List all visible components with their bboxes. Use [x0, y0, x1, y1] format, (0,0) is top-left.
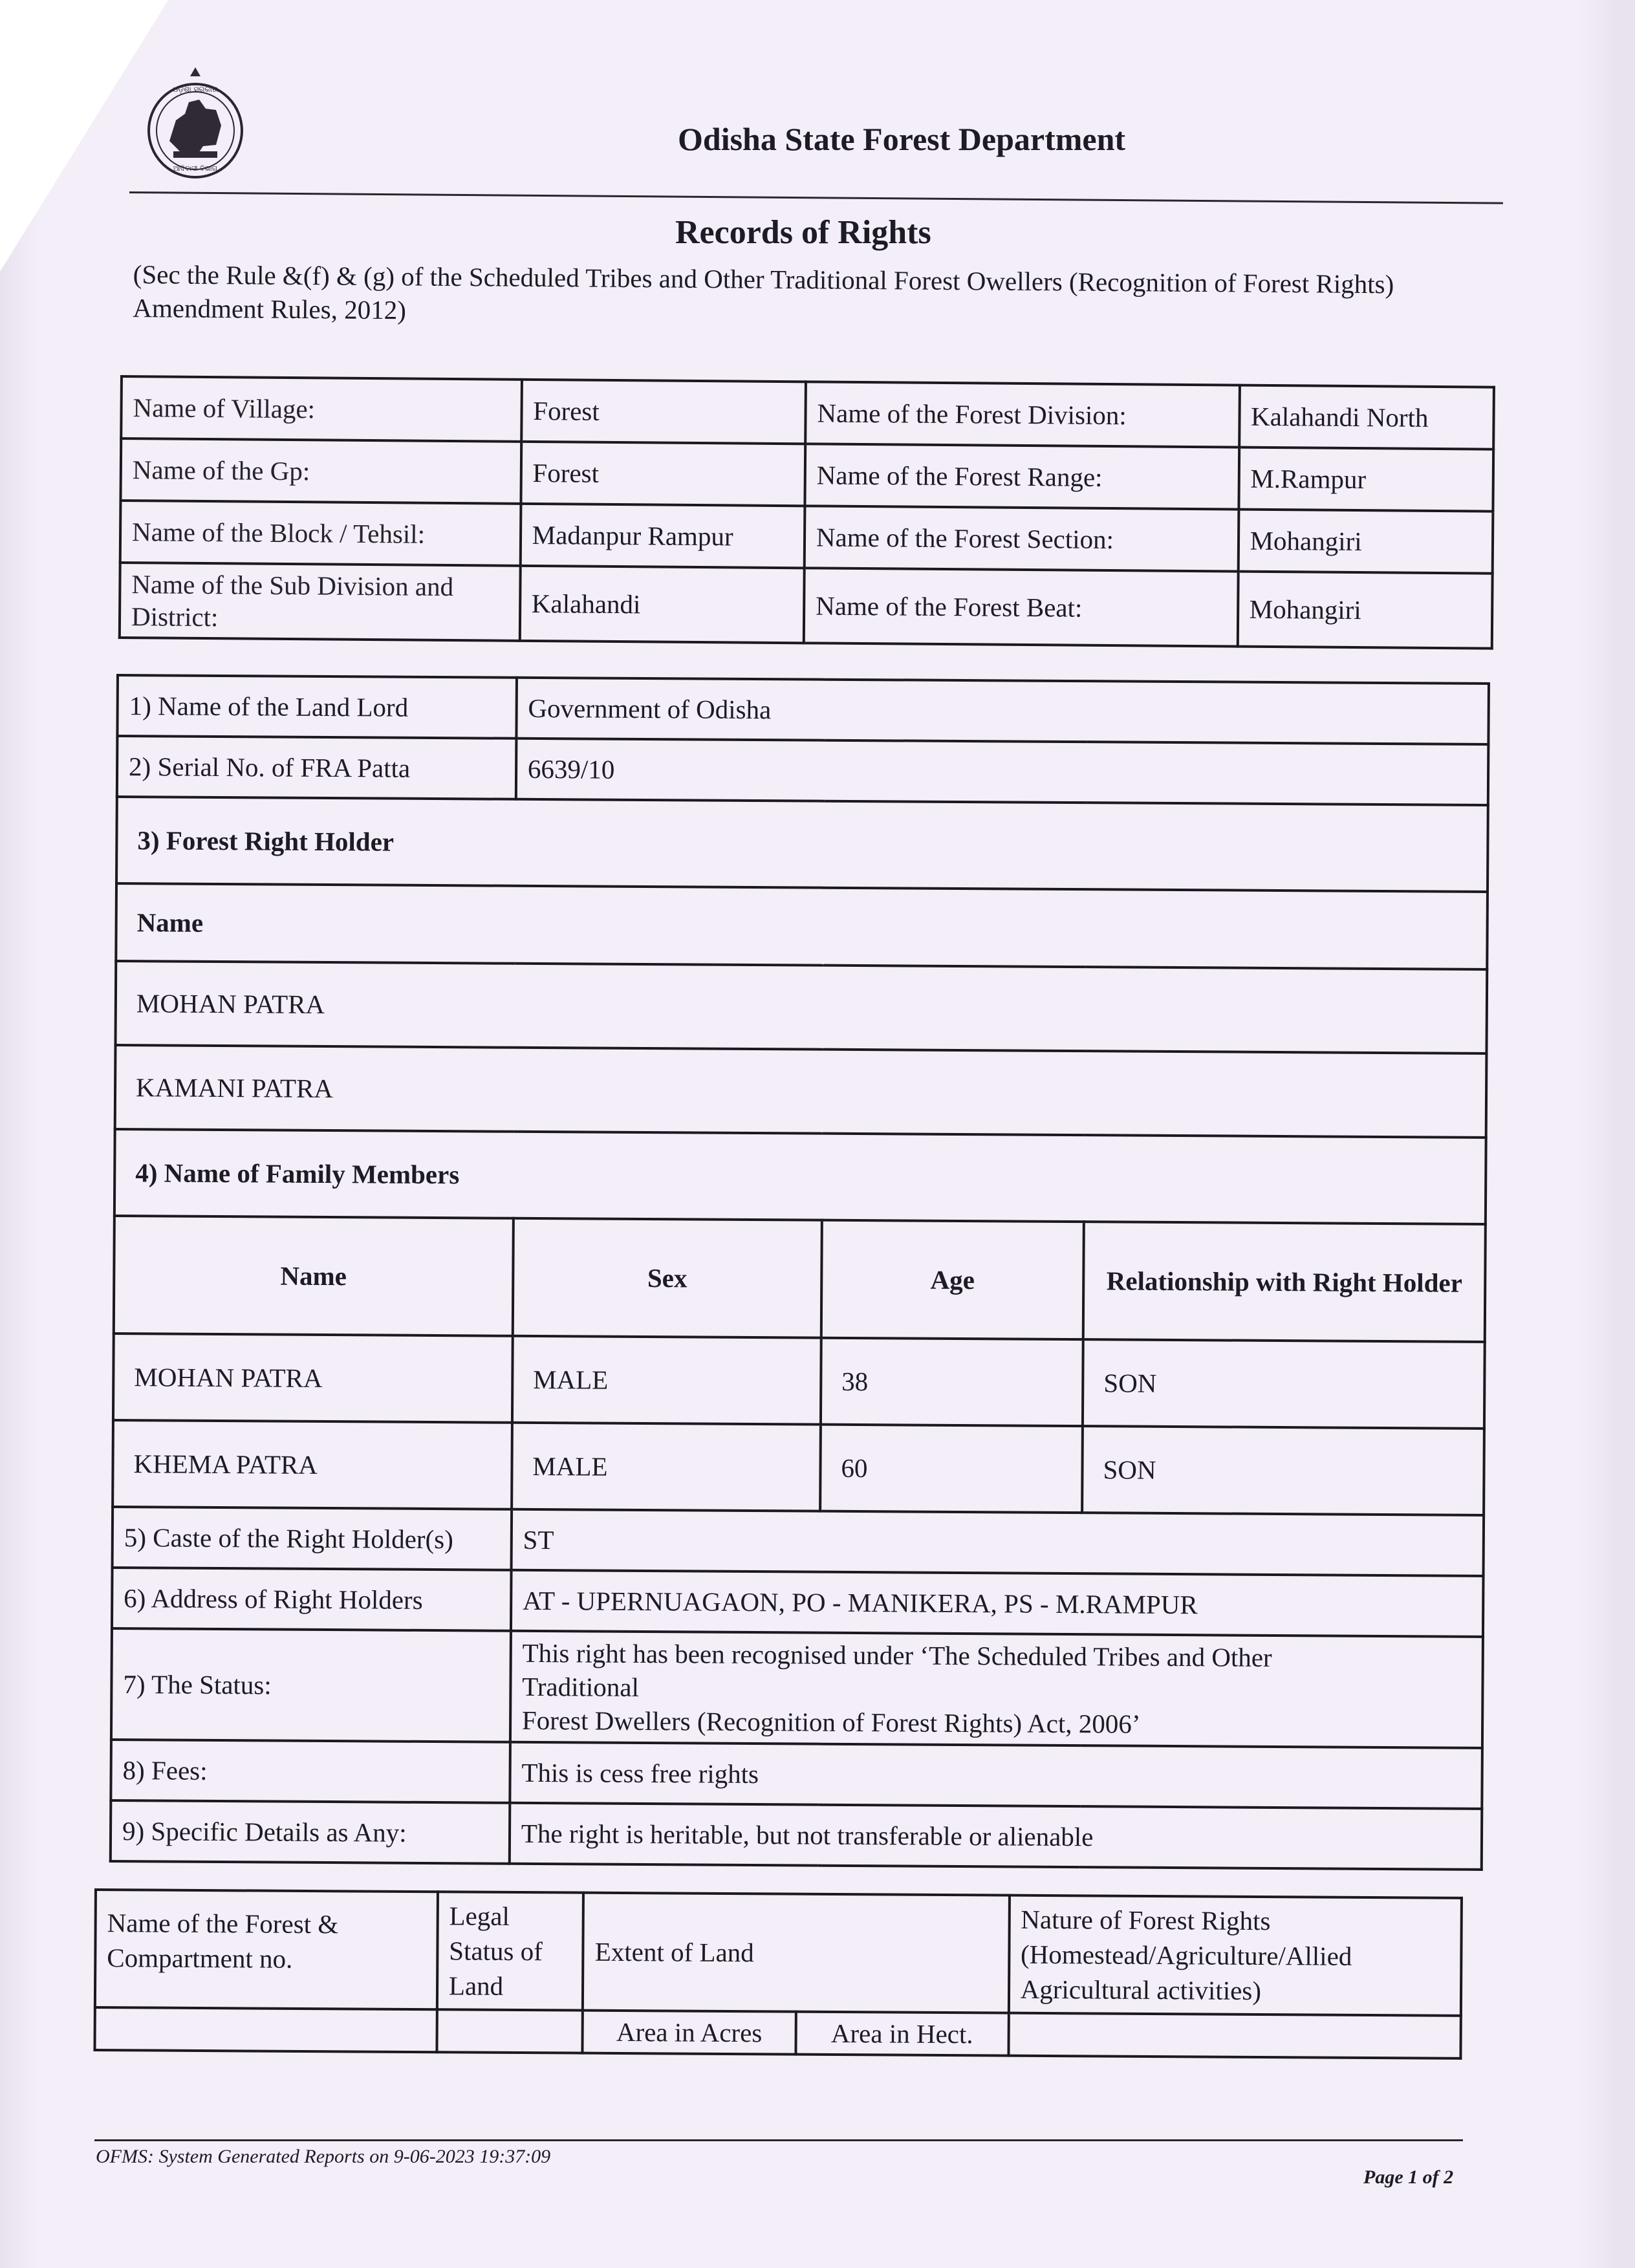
subdivision-value: Kalahandi	[519, 566, 804, 643]
member-1-sex: MALE	[512, 1336, 821, 1425]
table-row	[115, 1045, 1487, 1138]
member-2-relationship: SON	[1082, 1426, 1484, 1515]
address-label: 6) Address of Right Holders	[112, 1568, 511, 1631]
range-value: M.Rampur	[1239, 448, 1493, 512]
subdivision-label: Name of the Sub Division and District:	[120, 563, 521, 641]
subtitle: (Sec the Rule &(f) & (g) of the Scheduled Tribes and Other Traditional Forest Owellers (Recognition of Forest Rights) Amendment Rules, 2012)	[133, 259, 1394, 325]
section-label: Name of the Forest Section:	[805, 506, 1239, 571]
member-1-relationship: SON	[1083, 1339, 1485, 1429]
folded-corner	[0, 0, 168, 272]
table-row	[112, 1568, 1484, 1637]
area-acres-header: Area in Acres	[583, 2011, 796, 2055]
family-col-name: Name	[114, 1216, 514, 1336]
status-label: 7) The Status:	[111, 1628, 511, 1742]
table-row	[114, 1216, 1486, 1342]
member-2-name: KHEMA PATRA	[113, 1420, 512, 1509]
specific-label: 9) Specific Details as Any:	[111, 1800, 510, 1864]
caste-label: 5) Caste of the Right Holder(s)	[113, 1507, 512, 1570]
family-section-heading: 4) Name of Family Members	[114, 1129, 1486, 1224]
status-line-2: Traditional	[522, 1671, 640, 1702]
fees-label: 8) Fees:	[111, 1740, 510, 1803]
table-row	[116, 883, 1488, 969]
table-row	[120, 438, 1493, 512]
family-col-sex: Sex	[513, 1218, 822, 1338]
family-col-age: Age	[821, 1220, 1084, 1339]
forest-compartment-header: Name of the Forest & Compartment no.	[95, 1890, 438, 2009]
table-row	[117, 675, 1489, 744]
landlord-value: Government of Odisha	[516, 678, 1489, 744]
table-row	[114, 1129, 1486, 1224]
member-2-sex: MALE	[512, 1423, 821, 1511]
legal-status-cell	[437, 2009, 583, 2053]
table-row	[121, 376, 1494, 449]
rights-details-table	[109, 674, 1490, 1871]
holder-name-1: MOHAN PATRA	[115, 961, 1487, 1053]
family-col-relationship: Relationship with Right Holder	[1083, 1222, 1486, 1342]
gp-value: Forest	[521, 442, 805, 506]
holder-name-header: Name	[116, 883, 1488, 969]
specific-value: The right is heritable, but not transferable or alienable	[510, 1803, 1482, 1870]
odisha-emblem-icon	[144, 63, 247, 185]
fees-value: This is cess free rights	[510, 1742, 1482, 1809]
table-row	[113, 1507, 1484, 1576]
table-row	[115, 961, 1487, 1053]
range-label: Name of the Forest Range:	[805, 444, 1239, 509]
table-row	[111, 1740, 1482, 1809]
holder-section-heading: 3) Forest Right Holder	[116, 797, 1488, 892]
generated-timestamp: OFMS: System Generated Reports on 9-06-2023 19:37:09	[96, 2146, 551, 2167]
holder-name-2: KAMANI PATRA	[115, 1045, 1487, 1138]
table-row	[113, 1334, 1485, 1429]
block-label: Name of the Block / Tehsil:	[120, 501, 521, 566]
land-table	[93, 1888, 1462, 2060]
status-value	[510, 1631, 1483, 1748]
nature-cell	[1008, 2013, 1461, 2058]
member-2-age: 60	[820, 1425, 1083, 1513]
division-label: Name of the Forest Division:	[805, 382, 1239, 447]
status-line-3: Forest Dwellers (Recognition of Forest Rights) Act, 2006’	[521, 1705, 1141, 1739]
caste-value: ST	[511, 1509, 1484, 1576]
beat-value: Mohangiri	[1237, 572, 1492, 649]
section-value: Mohangiri	[1238, 510, 1493, 574]
nature-header: Nature of Forest Rights (Homestead/Agriculture/Allied Agricultural activities)	[1008, 1895, 1461, 2016]
table-row	[111, 1628, 1483, 1748]
address-value: AT - UPERNUAGAON, PO - MANIKERA, PS - M.RAMPUR	[511, 1570, 1484, 1637]
table-row	[111, 1800, 1482, 1870]
table-row	[95, 1890, 1462, 2016]
patta-label: 2) Serial No. of FRA Patta	[117, 736, 516, 799]
village-value: Forest	[521, 380, 806, 444]
patta-value: 6639/10	[516, 739, 1489, 805]
table-row	[117, 736, 1489, 805]
beat-label: Name of the Forest Beat:	[804, 568, 1238, 646]
legal-status-header: Legal Status of Land	[437, 1892, 584, 2010]
table-row	[120, 563, 1493, 649]
area-hect-header: Area in Hect.	[796, 2012, 1008, 2056]
forest-compartment-cell	[94, 2007, 437, 2052]
department-title: Odisha State Forest Department	[678, 121, 1126, 157]
footer-divider	[94, 2139, 1463, 2141]
emblem-text-top: ଓଡ଼ିଶା ସରକାର	[172, 85, 219, 94]
table-row	[120, 501, 1493, 574]
landlord-label: 1) Name of the Land Lord	[117, 675, 516, 739]
member-1-age: 38	[821, 1338, 1083, 1426]
location-table	[118, 375, 1495, 650]
table-row	[94, 2007, 1460, 2058]
village-label: Name of Village:	[121, 376, 521, 442]
gp-label: Name of the Gp:	[120, 438, 521, 504]
page-number: Page 1 of 2	[1363, 2166, 1454, 2188]
status-line-1: This right has been recognised under ‘The Scheduled Tribes and Other	[522, 1637, 1272, 1672]
member-1-name: MOHAN PATRA	[113, 1334, 513, 1423]
division-value: Kalahandi North	[1239, 385, 1494, 449]
extent-header: Extent of Land	[583, 1893, 1009, 2013]
table-row	[113, 1420, 1484, 1515]
table-row	[116, 797, 1488, 892]
block-value: Madanpur Rampur	[520, 504, 805, 568]
emblem-text-bottom: ଆଦିବାସୀ ବିଭାଗ	[173, 164, 218, 173]
page-title: Records of Rights	[675, 214, 931, 251]
